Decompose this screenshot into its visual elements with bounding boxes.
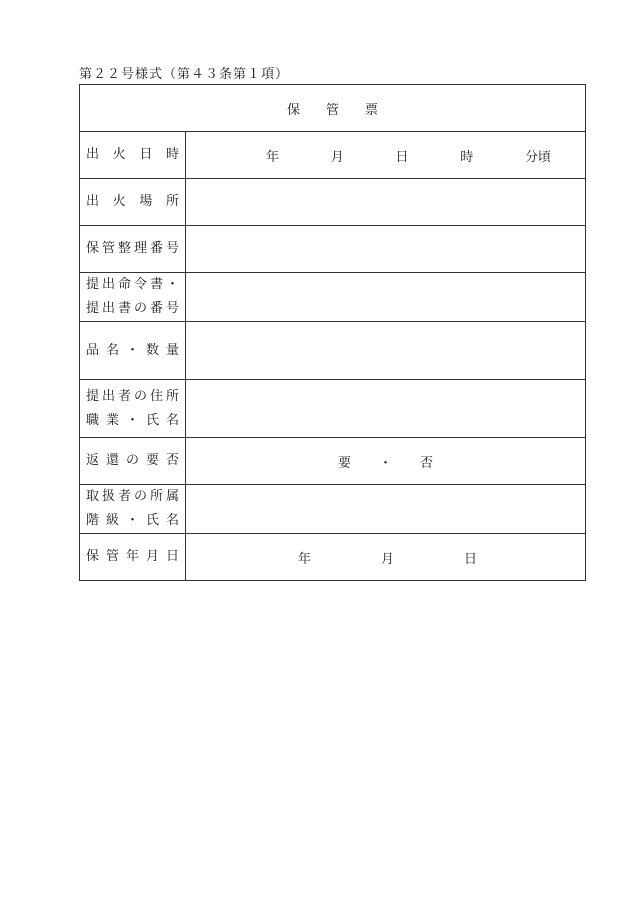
submitter-label-line-1: 提出者の住所 [86, 388, 179, 404]
fire-place-label: 出火場所 [80, 179, 186, 226]
order-number-label-line-2: 提出書の番号 [86, 301, 179, 316]
order-number-label-line-1: 提出命令書・ [86, 277, 179, 292]
submitter-row [80, 380, 586, 438]
storage-number-field[interactable] [186, 226, 586, 273]
item-quantity-field[interactable] [186, 322, 586, 380]
submitter-field[interactable] [186, 380, 586, 438]
handler-row [80, 485, 586, 534]
handler-label-line-1: 取扱者の所属 [86, 489, 179, 504]
return-needed-row [80, 438, 586, 485]
storage-date-label: 保管年月日 [80, 534, 186, 581]
return-yes-option[interactable]: 要 [338, 455, 352, 471]
storage-year-unit: 年 [298, 551, 312, 567]
month-unit: 月 [330, 149, 344, 165]
order-number-row [80, 273, 586, 322]
item-quantity-label: 品名・数量 [80, 322, 186, 380]
order-number-label [80, 273, 186, 322]
return-needed-field[interactable] [186, 438, 586, 485]
return-needed-label: 返還の要否 [80, 438, 186, 485]
fire-place-row [80, 179, 586, 226]
submitter-label-line-2: 職業・氏名 [86, 412, 179, 428]
return-no-option[interactable]: 否 [420, 455, 434, 471]
storage-date-field[interactable] [186, 534, 586, 581]
handler-field[interactable] [186, 485, 586, 534]
form-title: 保管票 [80, 85, 586, 132]
fire-datetime-row [80, 132, 586, 179]
order-number-field[interactable] [186, 273, 586, 322]
fire-datetime-field[interactable] [186, 132, 586, 179]
hour-unit: 時 [460, 149, 474, 165]
form-caption: 第２２号様式（第４３条第１項） [79, 67, 290, 82]
storage-day-unit: 日 [464, 551, 478, 567]
item-quantity-row [80, 322, 586, 380]
handler-label-line-2: 階級・氏名 [86, 513, 179, 528]
submitter-label [80, 380, 186, 438]
year-unit: 年 [266, 149, 280, 165]
storage-number-row [80, 226, 586, 273]
storage-date-row [80, 534, 586, 581]
return-separator: ・ [379, 455, 393, 471]
title-row [80, 85, 586, 132]
storage-number-label: 保管整理番号 [80, 226, 186, 273]
minute-unit: 分頃 [525, 149, 552, 165]
handler-label [80, 485, 186, 534]
day-unit: 日 [395, 149, 409, 165]
storage-slip-table [79, 84, 586, 581]
storage-month-unit: 月 [381, 551, 395, 567]
fire-datetime-label: 出火日時 [80, 132, 186, 179]
fire-place-field[interactable] [186, 179, 586, 226]
